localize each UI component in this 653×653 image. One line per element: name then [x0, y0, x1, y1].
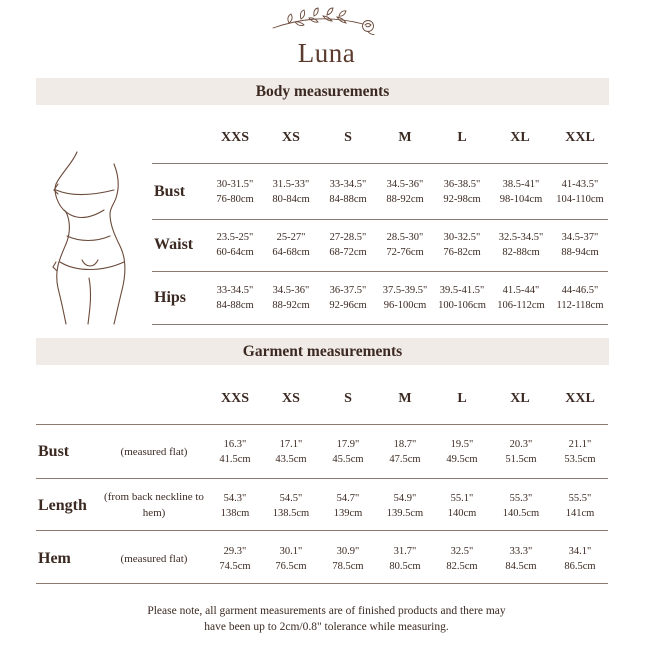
- body-divider-bottom: [152, 324, 608, 325]
- garment-divider: [36, 530, 608, 531]
- body-bust-xl: 38.5-41" 98-104cm: [499, 179, 543, 205]
- brand-title: Luna: [297, 38, 356, 68]
- garment-row-length-label: Length: [38, 497, 87, 514]
- garment-bust-xxl: 21.1" 53.5cm: [564, 439, 596, 465]
- body-divider: [152, 271, 608, 272]
- body-measurements-header: [36, 78, 609, 105]
- garment-bust-s: 17.9" 45.5cm: [332, 439, 364, 465]
- body-bust-l: 36-38.5" 92-98cm: [443, 179, 481, 205]
- garment-divider-bottom: [36, 583, 608, 584]
- garment-hem-s: 30.9" 78.5cm: [332, 546, 364, 572]
- footnote-line-2: have been up to 2cm/0.8" tolerance while measuring.: [204, 621, 449, 633]
- garment-hem-l: 32.5" 82.5cm: [446, 546, 478, 572]
- body-row-waist-label: Waist: [154, 236, 194, 253]
- body-row-hips-label: Hips: [154, 289, 187, 306]
- garment-hem-xxl: 34.1" 86.5cm: [564, 546, 596, 572]
- garment-length-m: 54.9" 139.5cm: [386, 493, 424, 519]
- garment-row-hem-label: Hem: [38, 550, 71, 567]
- footnote-line-1: Please note, all garment measurements are of finished products and there may: [147, 605, 506, 617]
- garment-size-xs: XS: [282, 391, 300, 406]
- body-bust-xxl: 41-43.5" 104-110cm: [556, 179, 604, 205]
- body-measurements-title: Body measurements: [255, 82, 390, 100]
- garment-divider: [36, 478, 608, 479]
- body-size-l: L: [457, 130, 467, 145]
- garment-hem-xxs: 29.3" 74.5cm: [219, 546, 251, 572]
- body-size-s: S: [344, 130, 352, 145]
- body-hips-xs: 34.5-36" 88-92cm: [272, 285, 310, 311]
- body-size-xxs: XXS: [220, 130, 249, 145]
- garment-measurements-header: [36, 338, 609, 365]
- body-waist-l: 30-32.5" 76-82cm: [443, 232, 481, 258]
- body-waist-xs: 25-27" 64-68cm: [272, 232, 310, 258]
- body-bust-s: 33-34.5" 84-88cm: [329, 179, 367, 205]
- garment-size-m: M: [398, 391, 412, 406]
- body-hips-l: 39.5-41.5" 100-106cm: [438, 285, 486, 311]
- garment-bust-l: 19.5" 49.5cm: [446, 439, 478, 465]
- garment-measurements-title: Garment measurements: [242, 342, 403, 360]
- body-divider: [152, 219, 608, 220]
- garment-length-xl: 55.3" 140.5cm: [502, 493, 540, 519]
- body-size-xs: XS: [282, 130, 300, 145]
- garment-divider-top: [36, 424, 608, 425]
- garment-length-xs: 54.5" 138.5cm: [272, 493, 310, 519]
- garment-size-l: L: [457, 391, 467, 406]
- garment-hem-xl: 33.3" 84.5cm: [505, 546, 537, 572]
- body-size-xl: XL: [510, 130, 530, 145]
- body-waist-xxs: 23.5-25" 60-64cm: [216, 232, 254, 258]
- body-waist-xxl: 34.5-37" 88-94cm: [561, 232, 599, 258]
- body-row-bust-label: Bust: [154, 183, 186, 200]
- garment-length-xxl: 55.5" 141cm: [565, 493, 595, 519]
- garment-hem-m: 31.7" 80.5cm: [389, 546, 421, 572]
- garment-row-hem-note: (measured flat): [120, 553, 188, 565]
- body-hips-xxl: 44-46.5" 112-118cm: [556, 285, 604, 311]
- garment-bust-xs: 17.1" 43.5cm: [275, 439, 307, 465]
- garment-size-xl: XL: [510, 391, 530, 406]
- leafy-branch-rose-icon: [271, 6, 383, 36]
- garment-row-bust-label: Bust: [38, 443, 70, 460]
- garment-row-length-note: (from back neckline to hem): [104, 491, 204, 519]
- body-waist-s: 27-28.5" 68-72cm: [329, 232, 367, 258]
- body-hips-s: 36-37.5" 92-96cm: [329, 285, 367, 311]
- body-silhouette-icon: [44, 150, 134, 326]
- garment-row-bust-note: (measured flat): [120, 446, 188, 458]
- body-waist-xl: 32.5-34.5" 82-88cm: [498, 232, 544, 258]
- body-size-m: M: [398, 130, 412, 145]
- garment-size-s: S: [344, 391, 352, 406]
- body-size-xxl: XXL: [565, 130, 595, 145]
- garment-size-xxl: XXL: [565, 391, 595, 406]
- garment-length-l: 55.1" 140cm: [447, 493, 477, 519]
- body-hips-xxs: 33-34.5" 84-88cm: [216, 285, 254, 311]
- garment-length-xxs: 54.3" 138cm: [220, 493, 250, 519]
- garment-bust-m: 18.7" 47.5cm: [389, 439, 421, 465]
- body-bust-xs: 31.5-33" 80-84cm: [272, 179, 310, 205]
- garment-size-xxs: XXS: [220, 391, 249, 406]
- body-bust-m: 34.5-36" 88-92cm: [386, 179, 424, 205]
- garment-length-s: 54.7" 139cm: [333, 493, 363, 519]
- garment-hem-xs: 30.1" 76.5cm: [275, 546, 307, 572]
- body-hips-xl: 41.5-44" 106-112cm: [497, 285, 545, 311]
- body-bust-xxs: 30-31.5" 76-80cm: [216, 179, 254, 205]
- garment-bust-xl: 20.3" 51.5cm: [505, 439, 537, 465]
- garment-bust-xxs: 16.3" 41.5cm: [219, 439, 251, 465]
- body-waist-m: 28.5-30" 72-76cm: [386, 232, 424, 258]
- tolerance-footnote: [0, 603, 653, 635]
- body-hips-m: 37.5-39.5" 96-100cm: [382, 285, 428, 311]
- body-divider-top: [152, 163, 608, 164]
